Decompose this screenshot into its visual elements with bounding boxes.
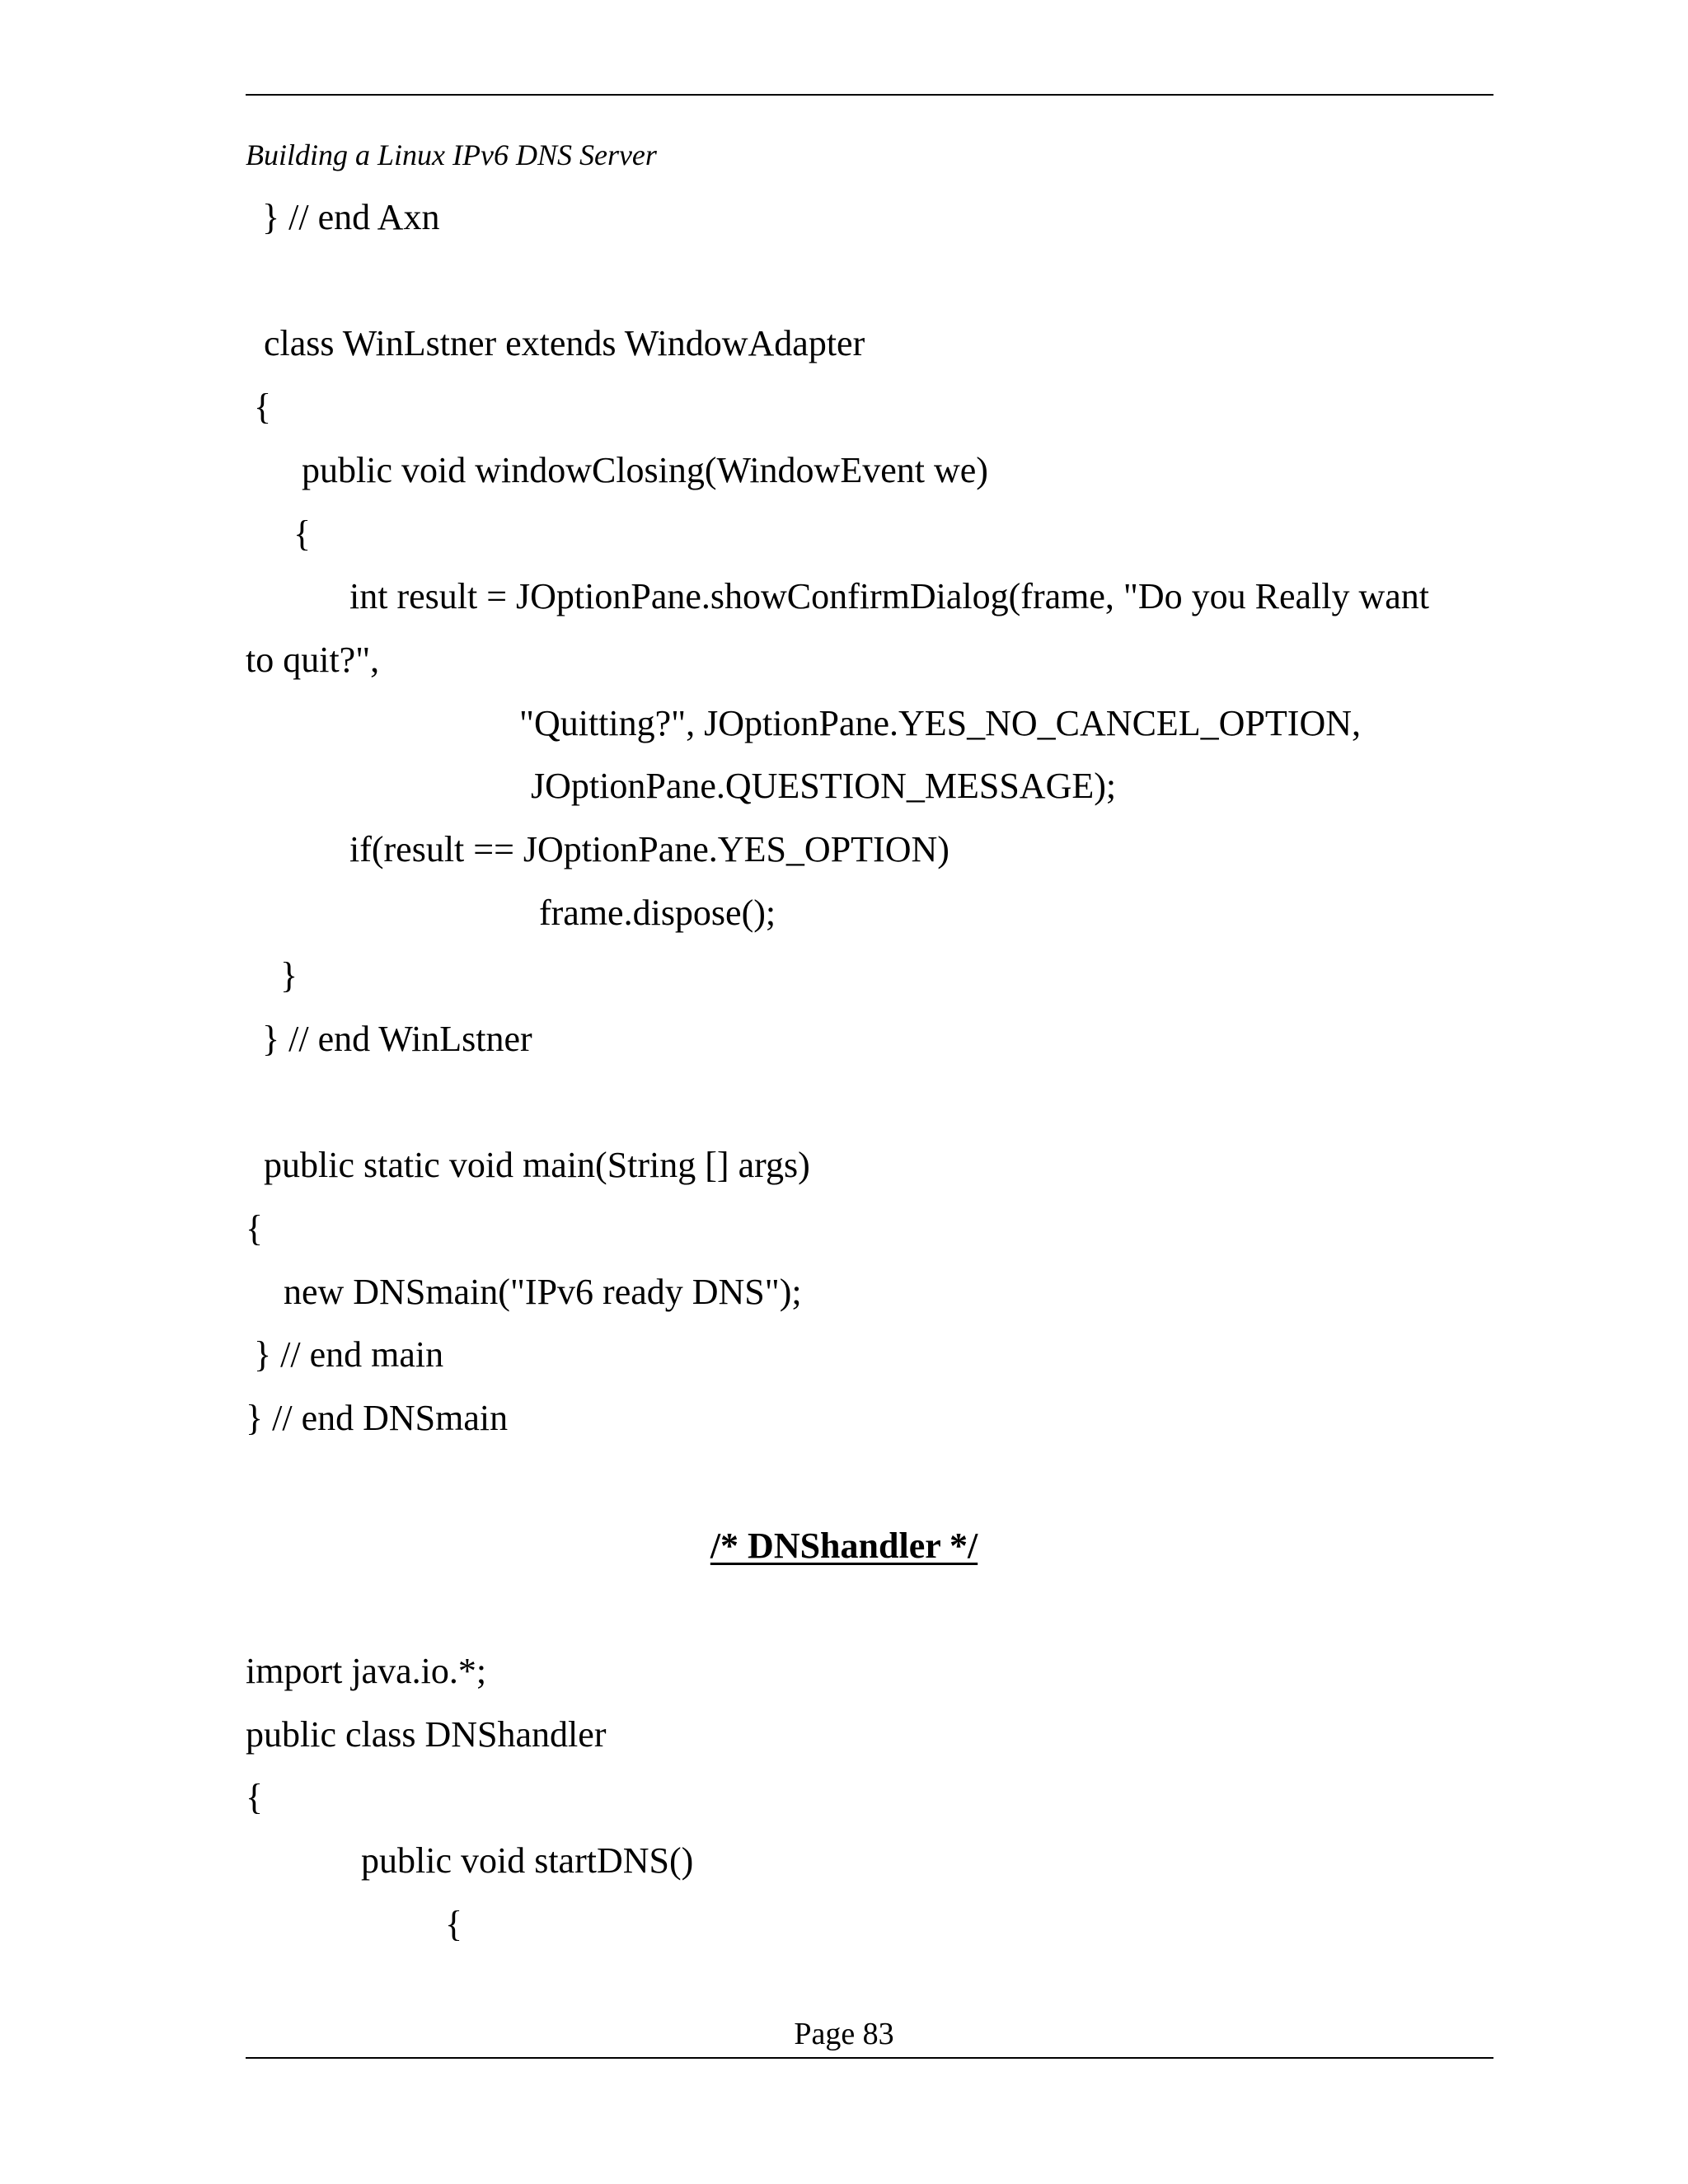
code-line: new DNSmain("IPv6 ready DNS"); <box>284 1272 802 1312</box>
section-heading <box>0 1525 1688 1568</box>
code-line: public void startDNS() <box>361 1840 694 1881</box>
code-line: import java.io.*; <box>246 1651 487 1691</box>
code-line: } <box>280 955 298 996</box>
code-line: frame.dispose(); <box>539 893 776 933</box>
footer-rule <box>246 2057 1493 2059</box>
code-line: to quit?", <box>246 640 380 680</box>
page-number: Page 83 <box>794 2017 894 2051</box>
header-rule <box>246 94 1493 96</box>
code-line: public class DNShandler <box>246 1714 607 1755</box>
code-line: "Quitting?", JOptionPane.YES_NO_CANCEL_OPTION, <box>519 703 1362 743</box>
code-line: public static void main(String [] args) <box>264 1145 810 1185</box>
section-heading-text: /* DNShandler */ <box>710 1526 978 1566</box>
code-line: int result = JOptionPane.showConfirmDialog(frame, "Do you Really want <box>349 576 1430 616</box>
code-line: if(result == JOptionPane.YES_OPTION) <box>349 829 950 869</box>
code-line: } // end WinLstner <box>262 1019 532 1059</box>
code-line: class WinLstner extends WindowAdapter <box>264 323 865 363</box>
code-line: } // end main <box>254 1334 444 1375</box>
code-line: { <box>246 1208 264 1249</box>
code-line: { <box>445 1904 463 1944</box>
code-line: { <box>293 513 312 554</box>
running-title: Building a Linux IPv6 DNS Server <box>246 138 657 171</box>
code-line: } // end DNSmain <box>246 1398 509 1438</box>
code-line: { <box>246 1777 264 1817</box>
code-line: { <box>254 387 272 427</box>
code-line: public void windowClosing(WindowEvent we) <box>302 450 988 490</box>
code-line: } // end Axn <box>262 197 440 237</box>
code-line: JOptionPane.QUESTION_MESSAGE); <box>531 766 1117 806</box>
